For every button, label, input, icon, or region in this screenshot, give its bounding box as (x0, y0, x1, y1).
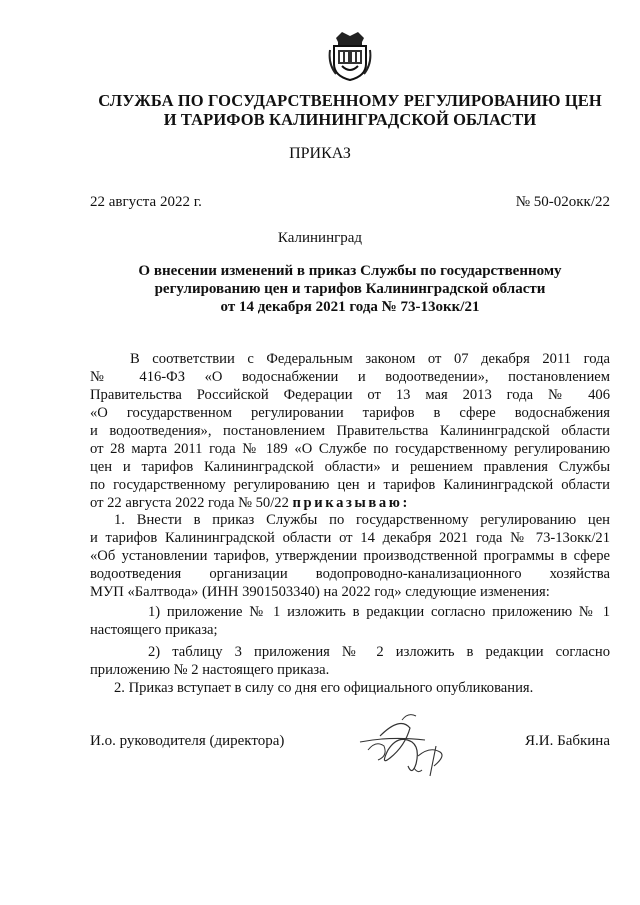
item-2-line-1: 2) таблицу 3 приложения № 2 изложить в редакции согласно (148, 644, 610, 660)
handwritten-signature (350, 706, 470, 786)
paragraph-1-line: Правительства Российской Федерации от 13 мая 2013 года № 406 (90, 387, 610, 403)
signatory-name: Я.И. Бабкина (525, 733, 610, 749)
signatory-role: И.о. руководителя (директора) (90, 733, 285, 749)
paragraph-2-line: 1. Внести в приказ Службы по государственному регулированию цен (114, 512, 610, 528)
paragraph-3: 2. Приказ вступает в силу со дня его официального опубликования. (114, 680, 534, 696)
item-1-line-2: настоящего приказа; (90, 622, 218, 638)
paragraph-1-line: «О государственном регулировании тарифов в сфере водоснабжения (90, 405, 610, 421)
paragraph-1-line: и водоотведения», постановлением Правительства Калининградской области (90, 423, 610, 439)
paragraph-2-line: водоотведения организации водопроводно-канализационного хозяйства (90, 566, 610, 582)
document-city: Калининград (277, 230, 363, 246)
organization-name-line-2: И ТАРИФОВ КАЛИНИНГРАДСКОЙ ОБЛАСТИ (163, 110, 537, 129)
document-title-line-2: регулированию цен и тарифов Калининградской области (154, 281, 546, 297)
order-reference: от 22 августа 2022 года № 50/22 (90, 495, 289, 511)
paragraph-1-line: от 28 марта 2011 года № 189 «О Службе по государственному регулированию (90, 441, 610, 457)
order-verb: приказываю: (292, 495, 411, 511)
paragraph-1-line: № 416-ФЗ «О водоснабжении и водоотведении», постановлением (90, 369, 610, 385)
paragraph-1-last-line (90, 495, 610, 512)
document-number: № 50-02окк/22 (515, 194, 610, 210)
organization-name-line-1: СЛУЖБА ПО ГОСУДАРСТВЕННОМУ РЕГУЛИРОВАНИЮ ЦЕН (98, 91, 602, 110)
item-1-line-1: 1) приложение № 1 изложить в редакции согласно приложению № 1 (148, 604, 610, 620)
paragraph-1-line: по государственному регулированию цен и тарифов Калининградской области (90, 477, 610, 493)
document-title-line-3: от 14 декабря 2021 года № 73-13окк/21 (220, 299, 480, 315)
paragraph-2-line: «Об установлении тарифов, утверждении производственной программы в сфере (90, 548, 610, 564)
document-date: 22 августа 2022 г. (90, 194, 202, 210)
paragraph-2-line: МУП «Балтвода» (ИНН 3901503340) на 2022 год» следующие изменения: (90, 584, 550, 600)
paragraph-1-line: В соответствии с Федеральным законом от 07 декабря 2011 года (130, 351, 610, 367)
document-title-line-1: О внесении изменений в приказ Службы по государственному (138, 263, 562, 279)
item-2-line-2: приложению № 2 настоящего приказа. (90, 662, 330, 678)
paragraph-2-line: и тарифов Калининградской области от 14 декабря 2021 года № 73-13окк/21 (90, 530, 610, 546)
paragraph-1-line: цен и тарифов Калининградской области» и решением правления Службы (90, 459, 610, 475)
document-type: ПРИКАЗ (289, 145, 351, 162)
coat-of-arms-icon (328, 30, 372, 82)
